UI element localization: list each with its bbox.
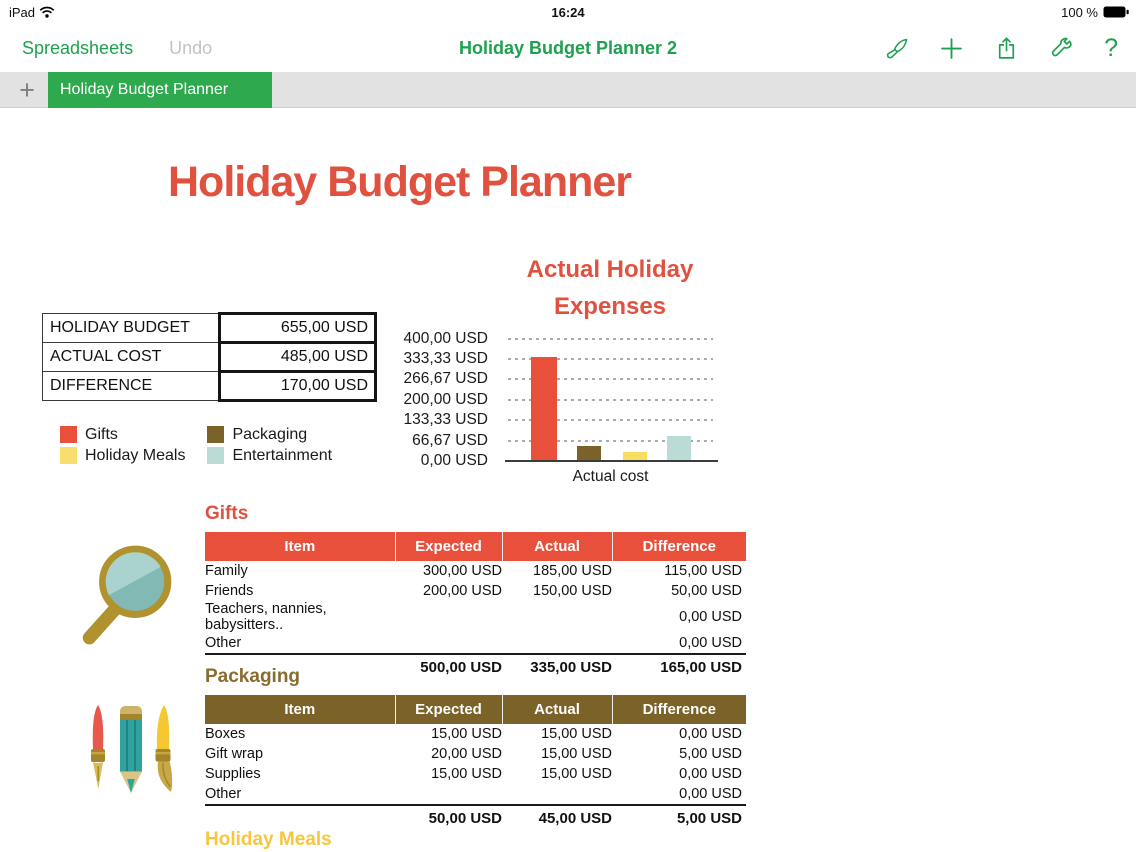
total-cell[interactable]: 50,00 USD (395, 805, 502, 830)
y-axis-tick-label: 400,00 USD (403, 329, 488, 347)
total-cell[interactable]: 45,00 USD (502, 805, 612, 830)
cell[interactable] (502, 784, 612, 805)
legend-swatch (207, 426, 224, 443)
cell[interactable]: 300,00 USD (423, 563, 502, 579)
cell[interactable]: 15,00 USD (431, 726, 502, 742)
cell[interactable]: Gift wrap (205, 746, 264, 762)
cell[interactable]: 0,00 USD (679, 766, 742, 782)
sheet-canvas[interactable] (0, 108, 1136, 852)
battery-percent: 100 % (1061, 4, 1098, 20)
sheet-tab-bar (0, 72, 1136, 108)
nav-bar (0, 24, 1136, 72)
section-title-packaging[interactable]: Packaging (205, 666, 301, 687)
cell[interactable]: 0,00 USD (679, 726, 742, 742)
y-axis-tick-label: 66,67 USD (412, 431, 488, 449)
cell[interactable]: 50,00 USD (671, 583, 742, 599)
x-axis-category-label: Actual cost (572, 468, 649, 485)
add-sheet-button[interactable]: + (19, 74, 35, 105)
total-cell[interactable]: 165,00 USD (612, 654, 746, 679)
tab-holiday-budget-planner[interactable]: Holiday Budget Planner (48, 72, 272, 108)
format-brush-icon[interactable] (884, 36, 909, 61)
legend-item (60, 425, 185, 444)
legend-item (207, 446, 332, 465)
cell[interactable]: Other (205, 786, 242, 802)
total-cell[interactable] (205, 805, 395, 830)
table-row (205, 805, 746, 830)
battery-icon (1103, 6, 1129, 18)
chart-gridline (508, 338, 713, 340)
add-icon[interactable] (939, 36, 964, 61)
header-cell[interactable]: Difference (612, 532, 746, 561)
bar-gifts (531, 357, 557, 460)
y-axis-tick-label: 266,67 USD (403, 370, 488, 388)
cell[interactable]: 5,00 USD (679, 746, 742, 762)
cell[interactable]: Teachers, nannies, babysitters.. (205, 601, 327, 633)
pens-illustration[interactable] (84, 702, 180, 816)
bar-entertainment (667, 436, 691, 461)
y-axis-tick-label: 0,00 USD (420, 452, 488, 469)
section-title-gifts[interactable]: Gifts (205, 503, 249, 524)
section-title-holiday-meals[interactable]: Holiday Meals (205, 829, 332, 850)
cell[interactable]: Friends (205, 583, 254, 599)
legend-swatch (207, 447, 224, 464)
status-bar (0, 0, 1136, 24)
magnifier-illustration[interactable] (70, 536, 178, 650)
legend-label: Gifts (85, 426, 118, 443)
cell[interactable] (395, 784, 502, 805)
share-icon[interactable] (994, 36, 1019, 61)
cell[interactable]: Supplies (205, 766, 261, 782)
tools-wrench-icon[interactable] (1049, 36, 1074, 61)
cell[interactable]: 15,00 USD (431, 766, 502, 782)
legend-item (60, 446, 185, 465)
x-axis-line (505, 460, 718, 462)
spreadsheets-back-button[interactable]: Spreadsheets (22, 37, 134, 58)
cell[interactable]: 20,00 USD (431, 746, 502, 762)
table-row (205, 581, 746, 601)
cell[interactable]: 115,00 USD (664, 563, 742, 579)
summary-label-cell[interactable]: ACTUAL COST (43, 343, 220, 372)
header-cell[interactable]: Actual (502, 532, 612, 561)
header-cell[interactable]: Item (205, 532, 395, 561)
table-row (205, 784, 746, 805)
total-cell[interactable]: 5,00 USD (612, 805, 746, 830)
legend[interactable] (60, 425, 332, 465)
cell[interactable] (502, 633, 612, 654)
cell[interactable]: 200,00 USD (423, 583, 502, 599)
cell[interactable]: 185,00 USD (533, 563, 612, 579)
summary-row (43, 372, 376, 401)
y-axis-tick-label: 200,00 USD (403, 390, 488, 408)
cell[interactable]: 0,00 USD (679, 635, 742, 651)
undo-button[interactable]: Undo (169, 37, 213, 58)
summary-row (43, 314, 376, 343)
gifts-table[interactable] (205, 532, 746, 679)
summary-value-cell[interactable]: 485,00 USD (220, 343, 376, 372)
header-cell[interactable]: Difference (612, 695, 746, 724)
cell[interactable]: 15,00 USD (541, 726, 612, 742)
header-cell[interactable]: Expected (395, 532, 502, 561)
page-title[interactable]: Holiday Budget Planner (168, 158, 632, 206)
cell[interactable]: 150,00 USD (533, 583, 612, 599)
legend-item (207, 425, 332, 444)
y-axis-tick-label: 133,33 USD (403, 411, 488, 429)
cell[interactable]: Family (205, 563, 248, 579)
legend-label: Holiday Meals (85, 447, 186, 464)
table-row (205, 744, 746, 764)
summary-value-cell[interactable]: 655,00 USD (220, 314, 376, 343)
summary-label-cell[interactable]: DIFFERENCE (43, 372, 220, 401)
cell[interactable]: Boxes (205, 726, 246, 742)
header-cell[interactable]: Item (205, 695, 395, 724)
header-cell[interactable]: Expected (395, 695, 502, 724)
table-row (205, 764, 746, 784)
cell[interactable] (395, 601, 502, 633)
chart-title: Actual Holiday Expenses (526, 256, 694, 320)
table-header-row (205, 695, 746, 724)
table-row (205, 633, 746, 654)
clock: 16:24 (551, 4, 585, 20)
cell[interactable] (395, 633, 502, 654)
table-row (205, 601, 746, 633)
y-axis-tick-label: 333,33 USD (403, 349, 488, 367)
total-cell[interactable]: 335,00 USD (502, 654, 612, 679)
legend-swatch (60, 426, 77, 443)
cell[interactable]: 15,00 USD (541, 766, 612, 782)
table-row (205, 561, 746, 581)
summary-row (43, 343, 376, 372)
bar-holiday-meals (623, 452, 647, 460)
bar-packaging (577, 446, 601, 460)
cell[interactable]: 15,00 USD (541, 746, 612, 762)
legend-label: Packaging (232, 426, 308, 443)
total-cell[interactable]: 500,00 USD (395, 654, 502, 679)
help-icon[interactable]: ? (1104, 33, 1118, 62)
cell[interactable]: 0,00 USD (679, 786, 742, 802)
header-cell[interactable]: Actual (502, 695, 612, 724)
summary-table-body (43, 314, 376, 401)
document-title-label[interactable]: Holiday Budget Planner 2 (458, 37, 678, 58)
table-header-row (205, 532, 746, 561)
cell[interactable]: Other (205, 635, 242, 651)
cell[interactable] (502, 601, 612, 633)
summary-table[interactable] (42, 312, 377, 402)
summary-value-cell[interactable]: 170,00 USD (220, 372, 376, 401)
table-row (205, 724, 746, 744)
device-label: iPad (9, 4, 36, 20)
legend-swatch (60, 447, 77, 464)
packaging-table[interactable] (205, 695, 746, 830)
summary-label-cell[interactable]: HOLIDAY BUDGET (43, 314, 220, 343)
cell[interactable]: 0,00 USD (679, 609, 742, 625)
legend-label: Entertainment (232, 447, 333, 464)
